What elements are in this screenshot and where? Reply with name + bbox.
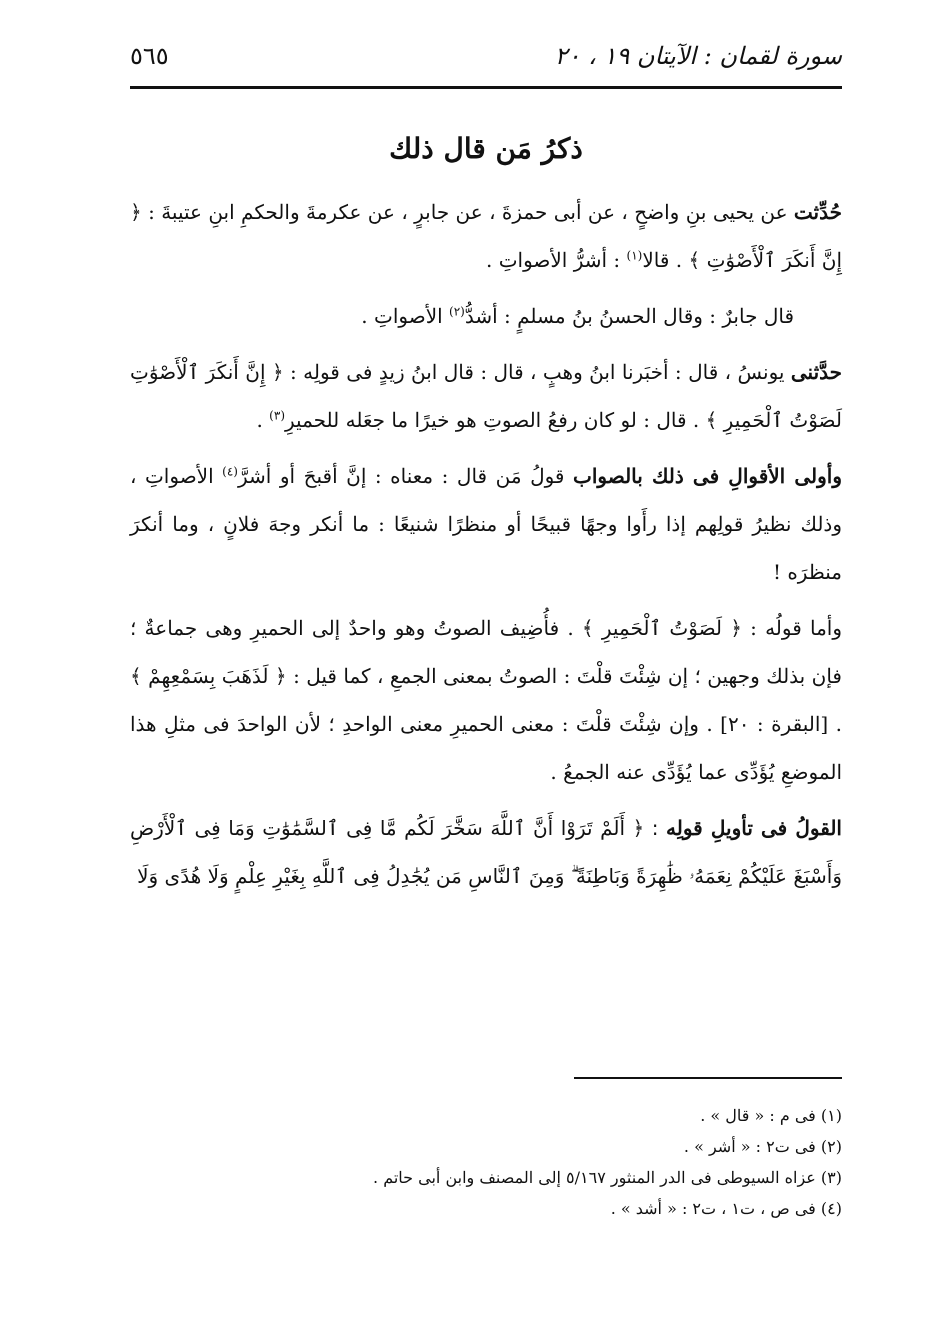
paragraph-text: : ﴿ أَلَمْ تَرَوْا أَنَّ ٱللَّهَ سَخَّرَ لَكُم مَّا فِى ٱلسَّمَٰوَٰتِ وَمَا فِى ٱلْأَرْضِ وَأَسْبَغَ عَلَيْكُمْ نِعَمَهُۥ ظَٰهِرَةً وَبَاطِنَةً ۗ وَمِنَ ٱلنَّاسِ مَن يُجَٰدِلُ فِى ٱللَّهِ بِغَيْرِ عِلْمٍ وَلَا هُدًى وَلَا <box>130 816 842 888</box>
paragraph-text: قولُ مَن قال : معناه : إنَّ أقبحَ أو أشرَّ <box>237 464 574 488</box>
footnote-ref: (٤) <box>222 464 238 479</box>
body-text <box>130 188 842 908</box>
footnote-rule <box>574 1077 842 1079</box>
page-header <box>130 36 842 84</box>
footnote-ref: (١) <box>626 248 643 263</box>
paragraph-text: عن يحيى بنِ واضحٍ ، عن أبى حمزةَ ، عن جابرٍ ، عن عكرمةَ والحكمِ ابنِ عتيبةَ : ﴿ إِنَّ أَنكَرَ ٱلْأَصْوَٰتِ ﴾ . قالا <box>130 200 842 272</box>
paragraph-2 <box>130 292 842 340</box>
footnotes <box>130 1100 842 1224</box>
paragraph-text-cont: : أشرُّ الأصواتِ . <box>485 248 627 272</box>
paragraph-text-cont: . <box>256 408 270 432</box>
page-number: ٥٦٥ <box>130 42 169 70</box>
footnote-ref: (٣) <box>269 408 285 423</box>
paragraph-6 <box>130 804 842 900</box>
header-rule <box>130 86 842 89</box>
paragraph-text-cont: الأصواتِ ، وذلك نظيرُ قولِهم إذا رأَوا وجهًا قبيحًا أو منظرًا شنيعًا : ما أنكر وجهَ فلانٍ ، وما أنكرَ منظرَه ! <box>130 464 842 584</box>
footnote-1: (١) فى م : « قال » . <box>700 1106 842 1125</box>
running-title: سورة لقمان : الآيتان ١٩ ، ٢٠ <box>554 42 842 70</box>
paragraph-text: يونسُ ، قال : أخبَرنا ابنُ وهبٍ ، قال : قال ابنُ زيدٍ فى قولِه : ﴿ إِنَّ أَنكَرَ ٱلْأَصْوَٰتِ لَصَوْتُ ٱلْحَمِيرِ ﴾ . قال : لو كان رفعُ الصوتِ هو خيرًا ما جعَله للحميرِ <box>130 360 842 432</box>
paragraph-1 <box>130 188 842 284</box>
paragraph-lead: حُدِّثت <box>793 200 842 224</box>
paragraph-lead: القولُ فى تأويلِ قولِه <box>666 816 842 840</box>
paragraph-3 <box>130 348 842 444</box>
paragraph-lead: حدَّثنى <box>790 360 842 384</box>
footnote-3: (٣) عزاه السيوطى فى الدر المنثور ٥/١٦٧ إلى المصنف وابن أبى حاتم . <box>373 1168 842 1187</box>
paragraph-text: وأما قولُه : ﴿ لَصَوْتُ ٱلْحَمِيرِ ﴾ . فأُضِيف الصوتُ وهو واحدٌ إلى الحميرِ وهى جماعةٌ ؛ فإن بذلك وجهين ؛ إن شِئْتَ قلْتَ : الصوتُ بمعنى الجمعِ ، كما قيل : ﴿ لَذَهَبَ بِسَمْعِهِمْ ﴾ . [البقرة : ٢٠] . وإن شِئْتَ قلْتَ : معنى الحميرِ معنى الواحدِ ؛ لأن الواحدَ فى مثلِ هذا الموضعِ يُؤَدِّى عما يُؤَدِّى عنه الجمعُ . <box>130 616 842 784</box>
section-heading: ذكرُ مَن قال ذلك <box>389 132 583 165</box>
footnote-ref: (٢) <box>449 304 465 319</box>
footnote-2: (٢) فى ت٢ : « أشر » . <box>683 1137 842 1156</box>
paragraph-5 <box>130 604 842 796</box>
paragraph-text-cont: الأصواتِ . <box>361 304 450 328</box>
paragraph-text: قال جابرٌ : وقال الحسنُ بنُ مسلمٍ : أشدُّ <box>464 304 794 328</box>
paragraph-4 <box>130 452 842 596</box>
footnote-4: (٤) فى ص ، ت١ ، ت٢ : « أشد » . <box>610 1199 842 1218</box>
paragraph-lead: وأولى الأقوالِ فى ذلك بالصواب <box>573 464 842 488</box>
